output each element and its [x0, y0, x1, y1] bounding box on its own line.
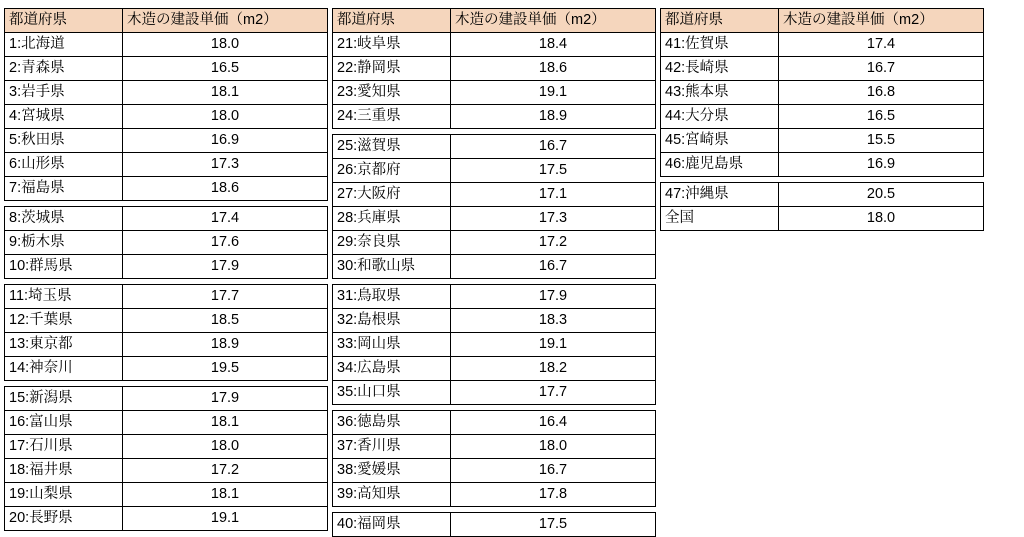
cell-unit-price: 18.1: [123, 81, 328, 105]
cell-unit-price: 18.0: [123, 435, 328, 459]
cell-prefecture: 43:熊本県: [661, 81, 779, 105]
cell-unit-price: 17.9: [123, 255, 328, 279]
cell-prefecture: 45:宮崎県: [661, 129, 779, 153]
cell-prefecture: 6:山形県: [5, 153, 123, 177]
table-row: [661, 207, 984, 231]
cell-unit-price: 16.5: [779, 105, 984, 129]
table-row: [5, 483, 328, 507]
table-row: [333, 483, 656, 507]
cell-prefecture: 10:群馬県: [5, 255, 123, 279]
cell-unit-price: 15.5: [779, 129, 984, 153]
cell-prefecture: 16:富山県: [5, 411, 123, 435]
cell-unit-price: 17.3: [123, 153, 328, 177]
table-header-row: [661, 9, 984, 33]
cell-unit-price: 17.8: [451, 483, 656, 507]
cell-prefecture: 27:大阪府: [333, 183, 451, 207]
table-row: [333, 381, 656, 405]
table-row: [333, 411, 656, 435]
header-prefecture: 都道府県: [661, 9, 779, 33]
table-row: [5, 435, 328, 459]
table-row: [661, 81, 984, 105]
cell-prefecture: 39:高知県: [333, 483, 451, 507]
cell-prefecture: 15:新潟県: [5, 387, 123, 411]
cell-unit-price: 18.6: [451, 57, 656, 81]
cell-unit-price: 18.5: [123, 309, 328, 333]
table-row: [5, 309, 328, 333]
cell-unit-price: 18.9: [123, 333, 328, 357]
cell-unit-price: 16.7: [451, 255, 656, 279]
cell-prefecture: 21:岐阜県: [333, 33, 451, 57]
cell-prefecture: 29:奈良県: [333, 231, 451, 255]
cell-unit-price: 18.0: [451, 435, 656, 459]
table-header-row: [5, 9, 328, 33]
cell-prefecture: 14:神奈川: [5, 357, 123, 381]
table-row: [333, 81, 656, 105]
table-row: [661, 153, 984, 177]
cell-prefecture: 38:愛媛県: [333, 459, 451, 483]
header-unit-price: 木造の建設単価（m2）: [451, 9, 656, 33]
cell-prefecture: 18:福井県: [5, 459, 123, 483]
table-row: [5, 411, 328, 435]
cell-unit-price: 18.4: [451, 33, 656, 57]
cell-unit-price: 16.5: [123, 57, 328, 81]
cell-unit-price: 17.9: [451, 285, 656, 309]
table-row: [333, 159, 656, 183]
table-row: [5, 57, 328, 81]
cell-prefecture: 全国: [661, 207, 779, 231]
table-row: [5, 255, 328, 279]
cell-unit-price: 17.6: [123, 231, 328, 255]
cell-prefecture: 30:和歌山県: [333, 255, 451, 279]
cell-unit-price: 20.5: [779, 183, 984, 207]
cell-unit-price: 18.0: [123, 33, 328, 57]
table-row: [5, 285, 328, 309]
cell-unit-price: 17.9: [123, 387, 328, 411]
cell-prefecture: 23:愛知県: [333, 81, 451, 105]
table-row: [333, 357, 656, 381]
table-row: [333, 309, 656, 333]
cell-unit-price: 19.1: [123, 507, 328, 531]
cell-unit-price: 17.7: [451, 381, 656, 405]
table-row: [333, 33, 656, 57]
table-block-column-1: [4, 8, 328, 531]
cell-prefecture: 2:青森県: [5, 57, 123, 81]
cell-unit-price: 17.5: [451, 513, 656, 537]
cell-unit-price: 18.1: [123, 411, 328, 435]
cell-unit-price: 18.0: [123, 105, 328, 129]
table-header-row: [333, 9, 656, 33]
cell-unit-price: 18.9: [451, 105, 656, 129]
cell-unit-price: 18.2: [451, 357, 656, 381]
cell-prefecture: 25:滋賀県: [333, 135, 451, 159]
cell-prefecture: 4:宮城県: [5, 105, 123, 129]
cell-unit-price: 16.8: [779, 81, 984, 105]
table-row: [5, 105, 328, 129]
table-row: [333, 285, 656, 309]
cell-prefecture: 3:岩手県: [5, 81, 123, 105]
cell-unit-price: 17.2: [123, 459, 328, 483]
header-unit-price: 木造の建設単価（m2）: [123, 9, 328, 33]
cell-prefecture: 42:長崎県: [661, 57, 779, 81]
table-row: [5, 81, 328, 105]
cell-prefecture: 32:島根県: [333, 309, 451, 333]
table-row: [5, 387, 328, 411]
header-unit-price: 木造の建設単価（m2）: [779, 9, 984, 33]
table-row: [333, 57, 656, 81]
cell-prefecture: 41:佐賀県: [661, 33, 779, 57]
cell-prefecture: 40:福岡県: [333, 513, 451, 537]
cell-prefecture: 46:鹿児島県: [661, 153, 779, 177]
cell-unit-price: 17.7: [123, 285, 328, 309]
table-row: [661, 105, 984, 129]
cell-unit-price: 18.0: [779, 207, 984, 231]
cell-prefecture: 19:山梨県: [5, 483, 123, 507]
cell-unit-price: 18.6: [123, 177, 328, 201]
table-row: [333, 435, 656, 459]
header-prefecture: 都道府県: [333, 9, 451, 33]
table-row: [5, 459, 328, 483]
cell-prefecture: 13:東京都: [5, 333, 123, 357]
cell-unit-price: 19.5: [123, 357, 328, 381]
table-row: [661, 57, 984, 81]
cell-prefecture: 28:兵庫県: [333, 207, 451, 231]
table-row: [5, 129, 328, 153]
cell-unit-price: 18.1: [123, 483, 328, 507]
cell-unit-price: 16.9: [123, 129, 328, 153]
header-prefecture: 都道府県: [5, 9, 123, 33]
table-row: [333, 105, 656, 129]
table-row: [333, 183, 656, 207]
cell-prefecture: 26:京都府: [333, 159, 451, 183]
cell-prefecture: 37:香川県: [333, 435, 451, 459]
table-block-column-2: [332, 8, 656, 537]
table-row: [5, 231, 328, 255]
table-row: [333, 459, 656, 483]
cell-prefecture: 22:静岡県: [333, 57, 451, 81]
cell-unit-price: 17.4: [123, 207, 328, 231]
cell-unit-price: 17.4: [779, 33, 984, 57]
cell-prefecture: 34:広島県: [333, 357, 451, 381]
table-columns-container: [4, 8, 1024, 537]
table-row: [333, 207, 656, 231]
table-row: [333, 333, 656, 357]
cell-unit-price: 17.5: [451, 159, 656, 183]
table-row: [661, 33, 984, 57]
table-row: [661, 183, 984, 207]
table-row: [5, 333, 328, 357]
cell-prefecture: 1:北海道: [5, 33, 123, 57]
cell-prefecture: 33:岡山県: [333, 333, 451, 357]
table-row: [661, 129, 984, 153]
table-row: [5, 33, 328, 57]
cell-prefecture: 47:沖縄県: [661, 183, 779, 207]
cell-prefecture: 5:秋田県: [5, 129, 123, 153]
cell-prefecture: 8:茨城県: [5, 207, 123, 231]
cell-unit-price: 17.1: [451, 183, 656, 207]
table-block-column-3: [660, 8, 984, 231]
cell-unit-price: 17.2: [451, 231, 656, 255]
cell-unit-price: 17.3: [451, 207, 656, 231]
table-row: [5, 507, 328, 531]
table-row: [5, 153, 328, 177]
cell-prefecture: 24:三重県: [333, 105, 451, 129]
cell-unit-price: 16.4: [451, 411, 656, 435]
cell-unit-price: 16.9: [779, 153, 984, 177]
cell-unit-price: 19.1: [451, 333, 656, 357]
table-row: [5, 177, 328, 201]
cell-prefecture: 12:千葉県: [5, 309, 123, 333]
cell-unit-price: 18.3: [451, 309, 656, 333]
cell-unit-price: 16.7: [779, 57, 984, 81]
table-row: [333, 231, 656, 255]
cell-prefecture: 11:埼玉県: [5, 285, 123, 309]
cell-unit-price: 19.1: [451, 81, 656, 105]
table-row: [5, 357, 328, 381]
cell-prefecture: 20:長野県: [5, 507, 123, 531]
cell-prefecture: 36:徳島県: [333, 411, 451, 435]
table-row: [333, 513, 656, 537]
cell-unit-price: 16.7: [451, 135, 656, 159]
table-row: [333, 135, 656, 159]
cell-prefecture: 9:栃木県: [5, 231, 123, 255]
table-row: [333, 255, 656, 279]
cell-prefecture: 17:石川県: [5, 435, 123, 459]
cell-prefecture: 7:福島県: [5, 177, 123, 201]
cell-unit-price: 16.7: [451, 459, 656, 483]
cell-prefecture: 35:山口県: [333, 381, 451, 405]
cell-prefecture: 31:鳥取県: [333, 285, 451, 309]
table-row: [5, 207, 328, 231]
cell-prefecture: 44:大分県: [661, 105, 779, 129]
